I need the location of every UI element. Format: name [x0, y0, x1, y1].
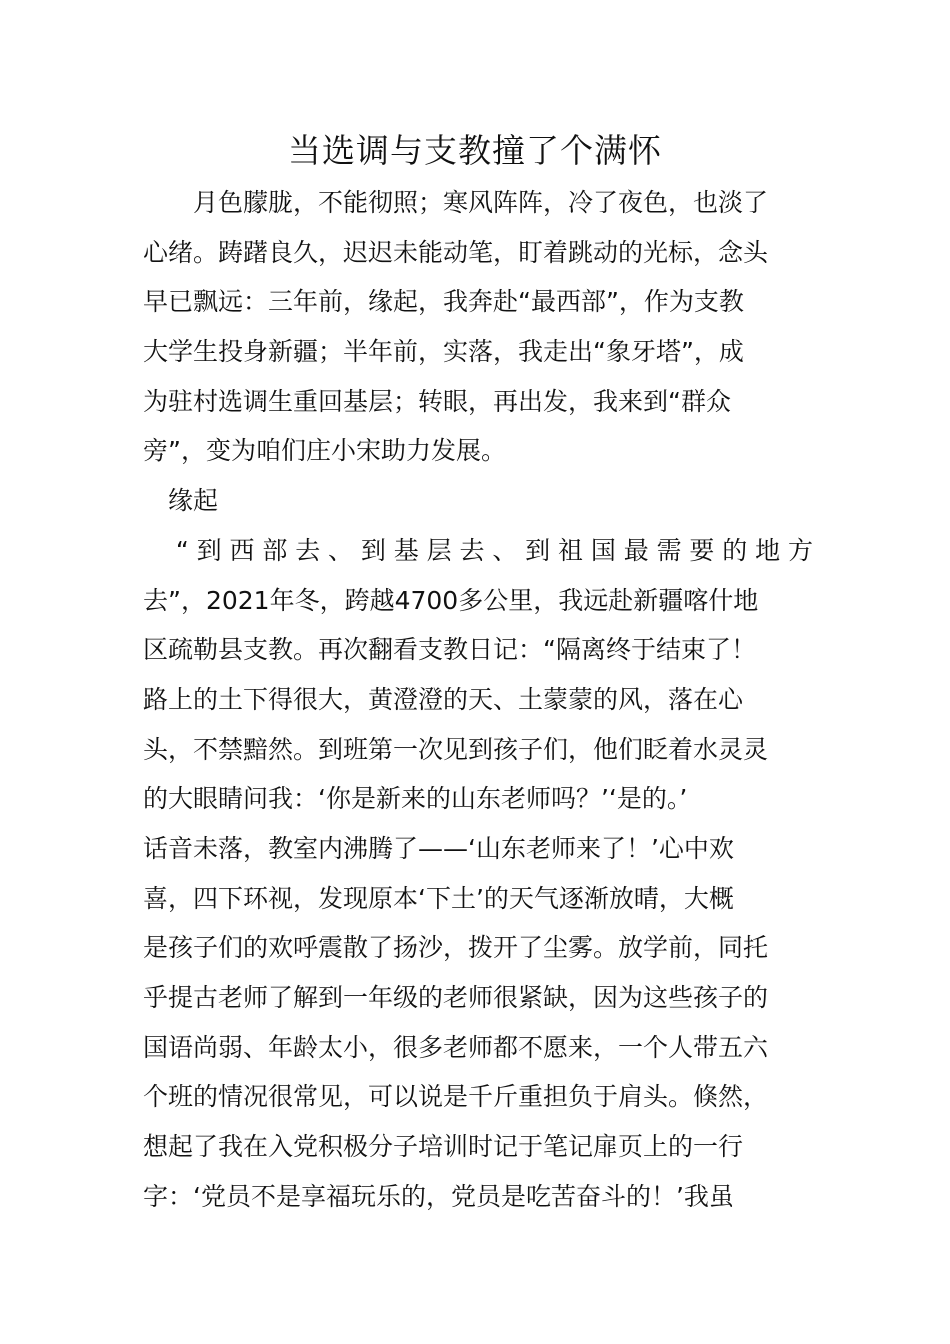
document-body [143, 178, 813, 1221]
body-line: 乎提古老师了解到一年级的老师很紧缺，因为这些孩子的 [143, 983, 769, 1012]
body-line: 头，不禁黯然。到班第一次见到孩子们，他们眨着水灵灵 [143, 734, 769, 764]
body-line: 的大眼睛问我：‘你是新来的山东老师吗？’‘是的。’ [143, 784, 688, 814]
section-heading: 缘起 [143, 486, 219, 516]
body-line: 想起了我在入党积极分子培训时记于笔记扉页上的一行 [143, 1132, 744, 1162]
body-line: 区疏勒县支教。再次翻看支教日记：“隔离终于结束了！ [143, 635, 756, 665]
body-line: 路上的土下得很大，黄澄澄的天、土蒙蒙的风，落在心 [143, 684, 744, 714]
body-line: 个班的情况很常见，可以说是千斤重担负于肩头。倏然， [143, 1082, 769, 1112]
body-line: 喜，四下环视，发现原本‘下土’的天气逐渐放晴，大概 [143, 883, 734, 913]
body-line: 心绪。踌躇良久，迟迟未能动笔，盯着跳动的光标，念头 [143, 237, 769, 267]
document-title: 当选调与支教撞了个满怀 [288, 131, 662, 170]
body-line: “到西部去、到基层去、到祖国最需要的地方 [143, 535, 813, 565]
body-line: 月色朦胧，不能彻照；寒风阵阵，冷了夜色，也淡了 [143, 188, 769, 217]
body-line: 国语尚弱、年龄太小，很多老师都不愿来，一个人带五六 [143, 1032, 769, 1062]
body-line: 是孩子们的欢呼震散了扬沙，拨开了尘雾。放学前，同托 [143, 933, 769, 963]
body-line: 为驻村选调生重回基层；转眼，再出发，我来到“群众 [143, 386, 731, 416]
body-line: 早已飘远：三年前，缘起，我奔赴“最西部”，作为支教 [143, 287, 744, 317]
body-line: 旁”，变为咱们庄小宋助力发展。 [143, 436, 506, 466]
body-line: 去”，2021年冬，跨越4700多公里，我远赴新疆喀什地 [143, 585, 759, 615]
body-line: 话音未落，教室内沸腾了——‘山东老师来了！’心中欢 [143, 833, 734, 863]
body-line: 字：‘党员不是享福玩乐的，党员是吃苦奋斗的！’我虽 [143, 1181, 734, 1211]
body-line: 大学生投身新疆；半年前，实落，我走出“象牙塔”，成 [143, 337, 744, 367]
